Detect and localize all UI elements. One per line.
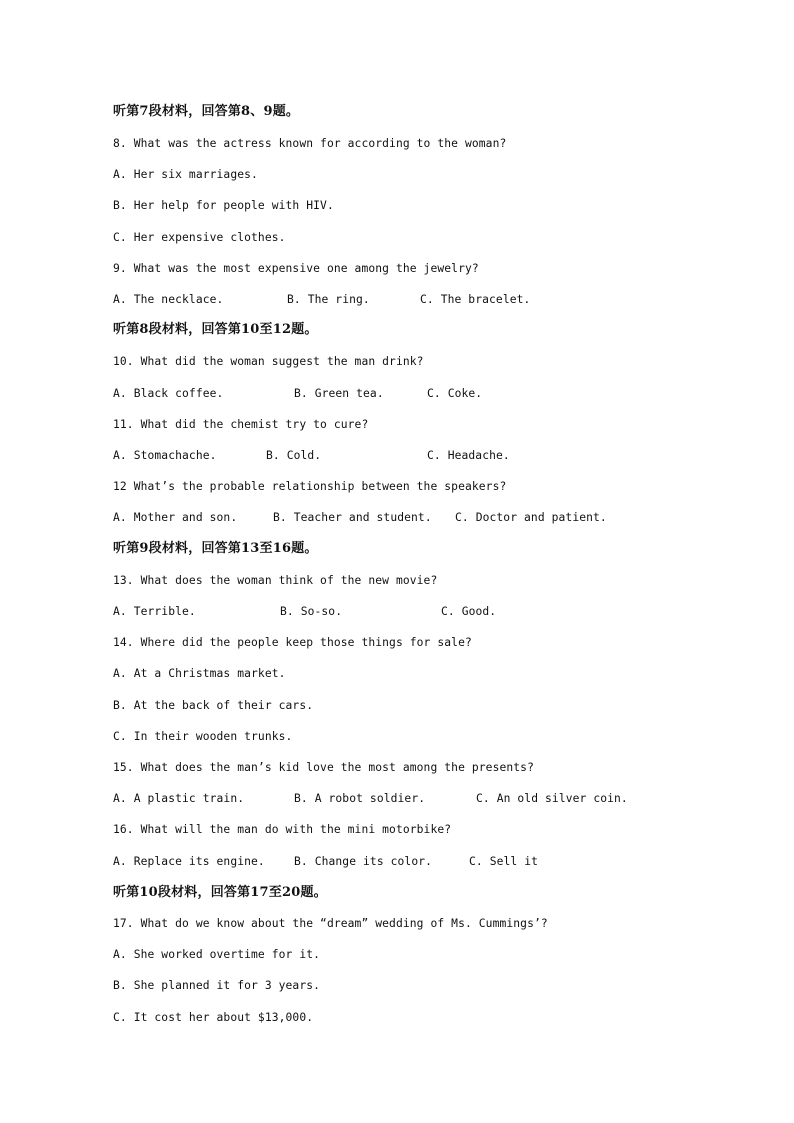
option-text: C. Her expensive clothes. — [113, 231, 286, 244]
option-text: B. Teacher and student. — [273, 511, 432, 524]
option-text: A. At a Christmas market. — [113, 667, 286, 680]
option-text: A. A plastic train. — [113, 792, 245, 805]
option-text: B. Change its color. — [294, 855, 433, 868]
option-text: C. It cost her about $13,000. — [113, 1011, 314, 1024]
option-text: A. Terrible. — [113, 605, 196, 618]
option-text: B. So-so. — [280, 605, 343, 618]
question-text: 9. What was the most expensive one among the jewelry? — [113, 262, 479, 275]
question-text: 17. What do we know about the “dream” wedding of Ms. Cummings’? — [113, 917, 548, 930]
option-text: C. The bracelet. — [420, 293, 531, 306]
option-text: A. Black coffee. — [113, 387, 224, 400]
option-text: B. She planned it for 3 years. — [113, 979, 321, 992]
question-text: 11. What did the chemist try to cure? — [113, 418, 369, 431]
option-text: A. Her six marriages. — [113, 168, 258, 181]
option-text: A. The necklace. — [113, 293, 224, 306]
option-text: A. Stomachache. — [113, 449, 217, 462]
option-text: A. She worked overtime for it. — [113, 948, 321, 961]
option-text: B. Cold. — [266, 449, 322, 462]
option-text: A. Mother and son. — [113, 511, 238, 524]
section-heading: 听第10段材料，回答第17至20题。 — [113, 885, 327, 900]
option-text: C. Good. — [441, 605, 497, 618]
options-row — [113, 852, 673, 872]
question-text: 16. What will the man do with the mini motorbike? — [113, 823, 452, 836]
option-text: C. Sell it — [469, 855, 539, 868]
option-text: B. Green tea. — [294, 387, 384, 400]
question-text: 13. What does the woman think of the new movie? — [113, 574, 438, 587]
question-text: 15. What does the man’s kid love the most among the presents? — [113, 761, 534, 774]
option-text: B. At the back of their cars. — [113, 699, 314, 712]
options-row — [113, 602, 673, 622]
section-heading: 听第7段材料，回答第8、9题。 — [113, 104, 300, 119]
option-text: A. Replace its engine. — [113, 855, 265, 868]
options-row — [113, 446, 673, 466]
options-row — [113, 384, 673, 404]
option-text: C. An old silver coin. — [476, 792, 628, 805]
question-text: 10. What did the woman suggest the man drink? — [113, 355, 424, 368]
option-text: B. A robot soldier. — [294, 792, 426, 805]
question-text: 12 What’s the probable relationship between the speakers? — [113, 480, 507, 493]
option-text: C. Headache. — [427, 449, 510, 462]
section-heading: 听第8段材料，回答第10至12题。 — [113, 322, 318, 337]
option-text: B. The ring. — [287, 293, 370, 306]
option-text: B. Her help for people with HIV. — [113, 199, 334, 212]
options-row — [113, 508, 673, 528]
options-row — [113, 290, 673, 310]
option-text: C. In their wooden trunks. — [113, 730, 293, 743]
option-text: C. Coke. — [427, 387, 483, 400]
options-row — [113, 789, 673, 809]
question-text: 8. What was the actress known for according to the woman? — [113, 137, 507, 150]
section-heading: 听第9段材料，回答第13至16题。 — [113, 541, 318, 556]
option-text: C. Doctor and patient. — [455, 511, 607, 524]
question-text: 14. Where did the people keep those things for sale? — [113, 636, 472, 649]
